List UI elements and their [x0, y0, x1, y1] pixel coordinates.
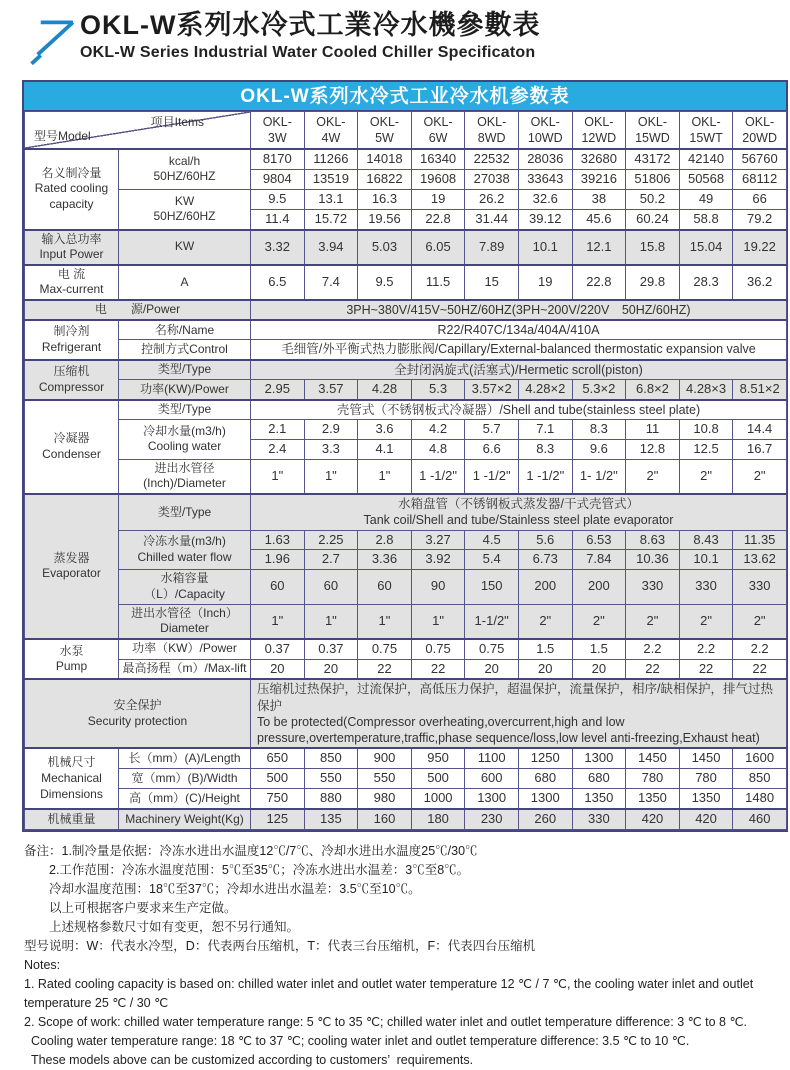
spec-value-cell: 1300: [465, 789, 519, 809]
spec-value-cell: 1": [304, 604, 358, 639]
spec-value-cell: 11.5: [411, 265, 465, 300]
table-title-bar: OKL-W系列水冷式工业冷水机参数表: [24, 82, 786, 111]
spec-value-cell: 330: [572, 809, 626, 829]
row-item-label: 类型/Type: [119, 360, 251, 380]
spec-value-cell: 550: [304, 769, 358, 789]
model-header-cell: OKL- 20WD: [733, 112, 787, 150]
spec-value-cell: 15.8: [626, 230, 680, 265]
spec-value-cell: 20: [572, 659, 626, 679]
row-item-label: 进出水管径（Inch） Diameter: [119, 604, 251, 639]
spec-span-cell: 3PH~380V/415V~50HZ/60HZ(3PH~200V/220V 50HZ/60HZ): [251, 300, 787, 320]
spec-value-cell: 1450: [679, 748, 733, 768]
spec-value-cell: 1": [251, 459, 305, 494]
row-item-label: 功率（KW）/Power: [119, 639, 251, 659]
spec-value-cell: 6.73: [518, 550, 572, 570]
spec-value-cell: 11: [626, 420, 680, 440]
spec-row: [25, 494, 787, 530]
spec-value-cell: 33643: [518, 169, 572, 189]
spec-value-cell: 60: [304, 570, 358, 604]
spec-value-cell: 3.92: [411, 550, 465, 570]
spec-row: [25, 149, 787, 169]
spec-value-cell: 125: [251, 809, 305, 829]
spec-value-cell: 60: [358, 570, 412, 604]
spec-row: [25, 659, 787, 679]
spec-table: [24, 111, 787, 830]
page-subtitle: OKL-W Series Industrial Water Cooled Chiller Specificaton: [80, 44, 536, 62]
spec-value-cell: 420: [626, 809, 680, 829]
note-line-zh: 上述规格参数尺寸如有变更，恕不另行通知。: [24, 920, 300, 935]
row-group-label: 电 流 Max-current: [25, 265, 119, 300]
spec-value-cell: 850: [304, 748, 358, 768]
spec-value-cell: 1250: [518, 748, 572, 768]
spec-value-cell: 2": [679, 604, 733, 639]
note-line-zh: 2.工作范围：冷冻水温度范围：5℃至35℃；冷冻水进出水温差：3℃至8℃。: [24, 863, 470, 878]
row-item-label: A: [119, 265, 251, 300]
model-header-cell: OKL- 8WD: [465, 112, 519, 150]
spec-value-cell: 5.4: [465, 550, 519, 570]
spec-value-cell: 13519: [304, 169, 358, 189]
spec-value-cell: 6.5: [251, 265, 305, 300]
row-item-label: 最高扬程（m）/Max-lift: [119, 659, 251, 679]
spec-value-cell: 13.62: [733, 550, 787, 570]
spec-value-cell: 8.3: [572, 420, 626, 440]
spec-value-cell: 4.28: [358, 379, 412, 399]
spec-value-cell: 950: [411, 748, 465, 768]
spec-span-cell: 毛细管/外平衡式热力膨胀阀/Capillary/External-balanced thermostatic expansion valve: [251, 340, 787, 360]
note-line-en: These models above can be customized according to customers’ requirements.: [24, 1053, 474, 1068]
spec-row: [25, 530, 787, 550]
spec-value-cell: 2": [733, 459, 787, 494]
spec-value-cell: 150: [465, 570, 519, 604]
spec-value-cell: 15.04: [679, 230, 733, 265]
spec-span-cell: R22/R407C/134a/404A/410A: [251, 320, 787, 340]
spec-value-cell: 20: [251, 659, 305, 679]
spec-value-cell: 5.3: [411, 379, 465, 399]
spec-value-cell: 0.37: [251, 639, 305, 659]
spec-value-cell: 15.72: [304, 209, 358, 229]
spec-value-cell: 1450: [626, 748, 680, 768]
row-group-label: 冷凝器 Condenser: [25, 400, 119, 494]
model-header-cell: OKL- 4W: [304, 112, 358, 150]
row-item-label: 宽（mm）(B)/Width: [119, 769, 251, 789]
corner-header-cell: [25, 112, 251, 150]
spec-value-cell: 180: [411, 809, 465, 829]
spec-row: [25, 809, 787, 829]
spec-value-cell: 90: [411, 570, 465, 604]
spec-value-cell: 1 -1/2": [518, 459, 572, 494]
spec-value-cell: 3.36: [358, 550, 412, 570]
spec-value-cell: 1000: [411, 789, 465, 809]
spec-value-cell: 49: [679, 189, 733, 209]
spec-value-cell: 2.7: [304, 550, 358, 570]
spec-value-cell: 420: [679, 809, 733, 829]
spec-value-cell: 9.5: [251, 189, 305, 209]
spec-value-cell: 28.3: [679, 265, 733, 300]
spec-row: [25, 265, 787, 300]
spec-value-cell: 2.9: [304, 420, 358, 440]
spec-value-cell: 19.56: [358, 209, 412, 229]
spec-value-cell: 16.3: [358, 189, 412, 209]
spec-value-cell: 550: [358, 769, 412, 789]
spec-row: [25, 360, 787, 380]
spec-row: [25, 604, 787, 639]
spec-row: [25, 639, 787, 659]
spec-value-cell: 60.24: [626, 209, 680, 229]
spec-value-cell: 10.36: [626, 550, 680, 570]
spec-value-cell: 1350: [626, 789, 680, 809]
spec-value-cell: 79.2: [733, 209, 787, 229]
spec-value-cell: 460: [733, 809, 787, 829]
spec-row: [25, 189, 787, 209]
spec-value-cell: 6.8×2: [626, 379, 680, 399]
spec-value-cell: 36.2: [733, 265, 787, 300]
spec-value-cell: 1350: [572, 789, 626, 809]
spec-value-cell: 6.05: [411, 230, 465, 265]
items-header-label: 项目Items: [150, 115, 204, 129]
spec-value-cell: 2.25: [304, 530, 358, 550]
spec-value-cell: 16340: [411, 149, 465, 169]
spec-value-cell: 8.51×2: [733, 379, 787, 399]
spec-row: [25, 789, 787, 809]
row-item-label: kcal/h 50HZ/60HZ: [119, 149, 251, 189]
row-item-label: 名称/Name: [119, 320, 251, 340]
spec-value-cell: 680: [518, 769, 572, 789]
note-line-zh: 备注：1.制冷量是依据：冷冻水进出水温度12℃/7℃、冷却水进出水温度25℃/30℃: [24, 844, 478, 859]
spec-value-cell: 7.4: [304, 265, 358, 300]
spec-row: [25, 400, 787, 420]
spec-row: [25, 769, 787, 789]
spec-value-cell: 1480: [733, 789, 787, 809]
spec-value-cell: 15: [465, 265, 519, 300]
spec-value-cell: 7.84: [572, 550, 626, 570]
spec-value-cell: 39.12: [518, 209, 572, 229]
spec-value-cell: 14.4: [733, 420, 787, 440]
spec-row: [25, 679, 787, 748]
spec-value-cell: 8170: [251, 149, 305, 169]
model-header-label: 型号Model: [34, 129, 91, 144]
spec-value-cell: 5.6: [518, 530, 572, 550]
spec-value-cell: 5.03: [358, 230, 412, 265]
spec-value-cell: 2.2: [626, 639, 680, 659]
note-line-en: Notes:: [24, 958, 61, 973]
spec-value-cell: 68112: [733, 169, 787, 189]
model-header-cell: OKL- 10WD: [518, 112, 572, 150]
spec-value-cell: 2": [733, 604, 787, 639]
spec-value-cell: 160: [358, 809, 412, 829]
spec-value-cell: 1300: [518, 789, 572, 809]
spec-value-cell: 330: [679, 570, 733, 604]
spec-value-cell: 3.57×2: [465, 379, 519, 399]
row-group-label: 压缩机 Compressor: [25, 360, 119, 400]
spec-value-cell: 500: [411, 769, 465, 789]
model-header-cell: OKL- 3W: [251, 112, 305, 150]
spec-value-cell: 66: [733, 189, 787, 209]
spec-value-cell: 1 -1/2": [411, 459, 465, 494]
spec-value-cell: 1600: [733, 748, 787, 768]
row-group-label: 输入总功率 Input Power: [25, 230, 119, 265]
row-group-label: 水泵 Pump: [25, 639, 119, 680]
spec-value-cell: 850: [733, 769, 787, 789]
spec-value-cell: 3.94: [304, 230, 358, 265]
spec-value-cell: 26.2: [465, 189, 519, 209]
spec-value-cell: 7.89: [465, 230, 519, 265]
spec-value-cell: 10.8: [679, 420, 733, 440]
spec-value-cell: 43172: [626, 149, 680, 169]
spec-span-cell: 压缩机过热保护，过流保护，高低压力保护，超温保护，流量保护，相序/缺相保护，排气过热保护 To be protected(Compressor overheating,overcurrent,high and low pressure,overtemperature,traffic,phase sequence/loss,low level anti-freezing,Exhaust heat): [251, 679, 787, 748]
spec-value-cell: 3.57: [304, 379, 358, 399]
row-group-label: 名义制冷量 Rated cooling capacity: [25, 149, 119, 230]
row-group-label: 安全保护 Security protection: [25, 679, 251, 748]
spec-value-cell: 1-1/2": [465, 604, 519, 639]
row-item-label: Machinery Weight(Kg): [119, 809, 251, 829]
note-line-zh: 型号说明：W：代表水冷型，D：代表两台压缩机，T：代表三台压缩机，F：代表四台压缩机: [24, 939, 536, 954]
spec-value-cell: 10.1: [679, 550, 733, 570]
spec-value-cell: 2": [679, 459, 733, 494]
spec-value-cell: 0.75: [465, 639, 519, 659]
spec-value-cell: 6.6: [465, 439, 519, 459]
spec-value-cell: 22: [733, 659, 787, 679]
spec-value-cell: 19.22: [733, 230, 787, 265]
spec-value-cell: 50.2: [626, 189, 680, 209]
row-group-label: 蒸发器 Evaporator: [25, 494, 119, 639]
spec-value-cell: 29.8: [626, 265, 680, 300]
spec-value-cell: 900: [358, 748, 412, 768]
model-header-cell: OKL- 6W: [411, 112, 465, 150]
spec-value-cell: 2": [518, 604, 572, 639]
arrow-up-right-icon: [30, 14, 76, 66]
spec-value-cell: 500: [251, 769, 305, 789]
spec-value-cell: 0.37: [304, 639, 358, 659]
spec-value-cell: 28036: [518, 149, 572, 169]
note-line-zh: 以上可根据客户要求来生产定做。: [24, 901, 237, 916]
spec-row: [25, 230, 787, 265]
spec-value-cell: 31.44: [465, 209, 519, 229]
spec-row: [25, 748, 787, 768]
spec-value-cell: 9.6: [572, 439, 626, 459]
spec-value-cell: 20: [465, 659, 519, 679]
spec-value-cell: 2.2: [679, 639, 733, 659]
row-item-label: KW 50HZ/60HZ: [119, 189, 251, 229]
spec-value-cell: 1100: [465, 748, 519, 768]
spec-value-cell: 135: [304, 809, 358, 829]
note-line-en: 1. Rated cooling capacity is based on: chilled water inlet and outlet water temperature 12 ℃ / 7 ℃, the cooling water inlet and outlet: [24, 977, 754, 992]
spec-value-cell: 20: [518, 659, 572, 679]
note-line-zh: 冷却水温度范围：18℃至37℃；冷却水进出水温差：3.5℃至10℃。: [24, 882, 421, 897]
spec-value-cell: 1": [411, 604, 465, 639]
spec-value-cell: 42140: [679, 149, 733, 169]
spec-value-cell: 2": [626, 459, 680, 494]
spec-value-cell: 7.1: [518, 420, 572, 440]
spec-value-cell: 19608: [411, 169, 465, 189]
spec-row: [25, 420, 787, 440]
model-header-cell: OKL- 12WD: [572, 112, 626, 150]
spec-value-cell: 2.2: [733, 639, 787, 659]
spec-value-cell: 32.6: [518, 189, 572, 209]
spec-value-cell: 8.43: [679, 530, 733, 550]
row-item-label: 控制方式Control: [119, 340, 251, 360]
spec-row: [25, 459, 787, 494]
spec-value-cell: 60: [251, 570, 305, 604]
spec-value-cell: 9804: [251, 169, 305, 189]
spec-value-cell: 2.8: [358, 530, 412, 550]
spec-value-cell: 1": [358, 459, 412, 494]
spec-value-cell: 4.1: [358, 439, 412, 459]
spec-span-cell: 壳管式（不锈钢板式冷凝器）/Shell and tube(stainless steel plate): [251, 400, 787, 420]
spec-value-cell: 8.63: [626, 530, 680, 550]
spec-value-cell: 330: [733, 570, 787, 604]
spec-value-cell: 22: [411, 659, 465, 679]
spec-value-cell: 4.28×3: [679, 379, 733, 399]
row-group-label: 制冷剂 Refrigerant: [25, 320, 119, 360]
spec-value-cell: 260: [518, 809, 572, 829]
spec-value-cell: 780: [679, 769, 733, 789]
spec-value-cell: 20: [304, 659, 358, 679]
spec-value-cell: 6.53: [572, 530, 626, 550]
spec-value-cell: 1.5: [518, 639, 572, 659]
spec-value-cell: 1 -1/2": [465, 459, 519, 494]
spec-value-cell: 11.35: [733, 530, 787, 550]
spec-value-cell: 200: [518, 570, 572, 604]
model-header-cell: OKL- 15WD: [626, 112, 680, 150]
spec-value-cell: 2.4: [251, 439, 305, 459]
row-item-label: KW: [119, 230, 251, 265]
page-title: OKL-W系列水冷式工業冷水機參數表: [80, 10, 541, 40]
row-item-label: 进出水管径 (Inch)/Diameter: [119, 459, 251, 494]
spec-value-cell: 8.3: [518, 439, 572, 459]
spec-value-cell: 11.4: [251, 209, 305, 229]
spec-value-cell: 2": [572, 604, 626, 639]
model-header-row: [25, 112, 787, 150]
spec-value-cell: 2": [626, 604, 680, 639]
spec-value-cell: 45.6: [572, 209, 626, 229]
spec-row: [25, 379, 787, 399]
spec-value-cell: 32680: [572, 149, 626, 169]
spec-value-cell: 10.1: [518, 230, 572, 265]
spec-value-cell: 4.5: [465, 530, 519, 550]
spec-value-cell: 4.28×2: [518, 379, 572, 399]
row-item-label: 水箱容量（L）/Capacity: [119, 570, 251, 604]
spec-value-cell: 1- 1/2": [572, 459, 626, 494]
spec-value-cell: 11266: [304, 149, 358, 169]
spec-value-cell: 1.96: [251, 550, 305, 570]
spec-value-cell: 780: [626, 769, 680, 789]
model-header-cell: OKL- 15WT: [679, 112, 733, 150]
spec-value-cell: 4.8: [411, 439, 465, 459]
spec-value-cell: 9.5: [358, 265, 412, 300]
row-group-label: 机械尺寸 Mechanical Dimensions: [25, 748, 119, 809]
note-line-en: temperature 25 ℃ / 30 ℃: [24, 996, 169, 1011]
spec-value-cell: 22: [679, 659, 733, 679]
page-header: [0, 0, 790, 66]
spec-value-cell: 1350: [679, 789, 733, 809]
spec-row: [25, 340, 787, 360]
spec-value-cell: 0.75: [358, 639, 412, 659]
spec-value-cell: 5.7: [465, 420, 519, 440]
spec-value-cell: 650: [251, 748, 305, 768]
spec-value-cell: 19: [518, 265, 572, 300]
spec-value-cell: 2.95: [251, 379, 305, 399]
spec-value-cell: 27038: [465, 169, 519, 189]
spec-value-cell: 12.5: [679, 439, 733, 459]
model-header-cell: OKL- 5W: [358, 112, 412, 150]
spec-value-cell: 5.3×2: [572, 379, 626, 399]
row-item-label: 长（mm）(A)/Length: [119, 748, 251, 768]
spec-value-cell: 0.75: [411, 639, 465, 659]
row-item-label: 冷冻水量(m3/h) Chilled water flow: [119, 530, 251, 570]
row-group-label: 机械重量: [25, 809, 119, 829]
spec-value-cell: 16822: [358, 169, 412, 189]
spec-value-cell: 13.1: [304, 189, 358, 209]
spec-value-cell: 680: [572, 769, 626, 789]
spec-value-cell: 600: [465, 769, 519, 789]
spec-value-cell: 750: [251, 789, 305, 809]
spec-value-cell: 3.6: [358, 420, 412, 440]
spec-row: [25, 300, 787, 320]
spec-value-cell: 1300: [572, 748, 626, 768]
spec-value-cell: 58.8: [679, 209, 733, 229]
spec-value-cell: 22: [626, 659, 680, 679]
spec-value-cell: 2.1: [251, 420, 305, 440]
spec-value-cell: 22.8: [572, 265, 626, 300]
note-line-en: 2. Scope of work: chilled water temperature range: 5 ℃ to 35 ℃; chilled water inlet and outlet temperature difference: 3 ℃ to 8 ℃.: [24, 1015, 747, 1030]
row-item-label: 类型/Type: [119, 400, 251, 420]
spec-row: [25, 570, 787, 604]
spec-value-cell: 12.8: [626, 439, 680, 459]
spec-value-cell: 330: [626, 570, 680, 604]
spec-value-cell: 22.8: [411, 209, 465, 229]
spec-value-cell: 19: [411, 189, 465, 209]
spec-value-cell: 12.1: [572, 230, 626, 265]
spec-value-cell: 22: [358, 659, 412, 679]
spec-value-cell: 200: [572, 570, 626, 604]
row-group-label: 电 源/Power: [25, 300, 251, 320]
spec-value-cell: 1": [358, 604, 412, 639]
spec-value-cell: 3.32: [251, 230, 305, 265]
spec-value-cell: 56760: [733, 149, 787, 169]
spec-value-cell: 1.5: [572, 639, 626, 659]
spec-value-cell: 51806: [626, 169, 680, 189]
row-item-label: 类型/Type: [119, 494, 251, 530]
note-line-en: Cooling water temperature range: 18 ℃ to 37 ℃; cooling water inlet and outlet temperature difference: 3.5 ℃ to 10 ℃.: [24, 1034, 690, 1049]
spec-table-wrapper: [22, 80, 788, 832]
spec-value-cell: 1": [304, 459, 358, 494]
spec-value-cell: 4.2: [411, 420, 465, 440]
spec-value-cell: 14018: [358, 149, 412, 169]
diagonal-divider: [25, 112, 250, 148]
spec-value-cell: 50568: [679, 169, 733, 189]
row-item-label: 冷却水量(m3/h) Cooling water: [119, 420, 251, 460]
spec-value-cell: 1.63: [251, 530, 305, 550]
spec-value-cell: 3.27: [411, 530, 465, 550]
spec-value-cell: 22532: [465, 149, 519, 169]
spec-value-cell: 880: [304, 789, 358, 809]
notes-block: [24, 842, 790, 1070]
row-item-label: 高（mm）(C)/Height: [119, 789, 251, 809]
spec-row: [25, 320, 787, 340]
spec-span-cell: 水箱盘管（不锈钢板式蒸发器/干式壳管式） Tank coil/Shell and tube/Stainless steel plate evaporator: [251, 494, 787, 530]
spec-span-cell: 全封闭涡旋式(活塞式)/Hermetic scroll(piston): [251, 360, 787, 380]
spec-value-cell: 230: [465, 809, 519, 829]
spec-value-cell: 1": [251, 604, 305, 639]
spec-value-cell: 39216: [572, 169, 626, 189]
spec-value-cell: 38: [572, 189, 626, 209]
spec-value-cell: 980: [358, 789, 412, 809]
row-item-label: 功率(KW)/Power: [119, 379, 251, 399]
spec-value-cell: 3.3: [304, 439, 358, 459]
spec-value-cell: 16.7: [733, 439, 787, 459]
